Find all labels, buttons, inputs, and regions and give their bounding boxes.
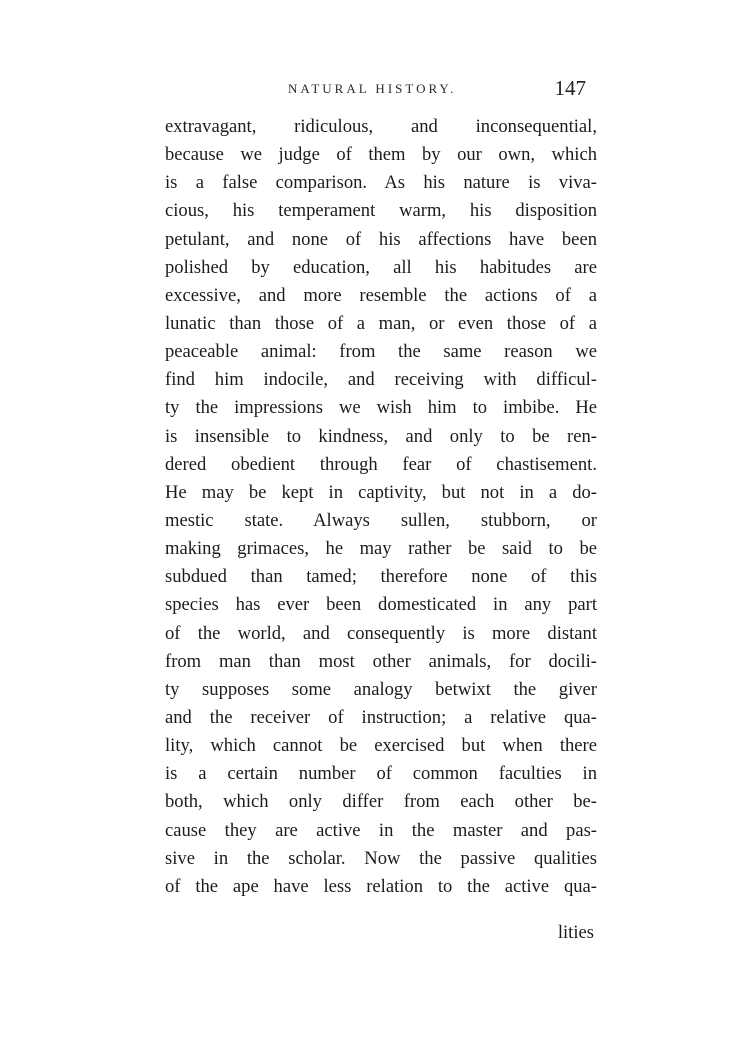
- text-line: both, which only differ from each other be-: [165, 791, 597, 813]
- text-line: excessive, and more resemble the actions of a: [165, 284, 597, 306]
- text-line: is insensible to kindness, and only to be ren-: [165, 425, 597, 447]
- text-line: of the world, and consequently is more distant: [165, 622, 597, 644]
- text-line: peaceable animal: from the same reason we: [165, 341, 597, 363]
- body-text: [165, 113, 597, 901]
- text-line: of the ape have less relation to the active qua-: [165, 875, 597, 897]
- text-line: species has ever been domesticated in any part: [165, 594, 597, 616]
- text-line: sive in the scholar. Now the passive qualities: [165, 847, 597, 869]
- text-line: dered obedient through fear of chastisement.: [165, 453, 597, 475]
- text-line: and the receiver of instruction; a relative qua-: [165, 706, 597, 728]
- text-line: petulant, and none of his affections have been: [165, 228, 597, 250]
- text-line: mestic state. Always sullen, stubborn, or: [165, 509, 597, 531]
- text-line: making grimaces, he may rather be said to be: [165, 538, 597, 560]
- text-line: lity, which cannot be exercised but when there: [165, 735, 597, 757]
- page-number: 147: [554, 76, 586, 100]
- text-line: from man than most other animals, for docili-: [165, 650, 597, 672]
- text-line: ty supposes some analogy betwixt the giver: [165, 678, 597, 700]
- text-line: He may be kept in captivity, but not in a do-: [165, 481, 597, 503]
- catchword: lities: [557, 922, 594, 943]
- text-line: find him indocile, and receiving with difficul-: [165, 369, 597, 391]
- text-line: is a certain number of common faculties in: [165, 763, 597, 785]
- text-line: extravagant, ridiculous, and inconsequential,: [165, 116, 597, 137]
- text-line: subdued than tamed; therefore none of this: [165, 566, 597, 588]
- text-line: is a false comparison. As his nature is viva-: [165, 172, 597, 194]
- text-line: polished by education, all his habitudes are: [165, 256, 597, 278]
- text-line: lunatic than those of a man, or even those of a: [165, 312, 597, 334]
- running-title: NATURAL HISTORY.: [288, 81, 457, 96]
- text-line: cause they are active in the master and pas-: [165, 819, 597, 841]
- text-line: ty the impressions we wish him to imbibe. He: [165, 397, 597, 419]
- text-line: because we judge of them by our own, which: [165, 144, 597, 166]
- running-head: [288, 76, 598, 102]
- text-line: cious, his temperament warm, his disposition: [165, 200, 597, 222]
